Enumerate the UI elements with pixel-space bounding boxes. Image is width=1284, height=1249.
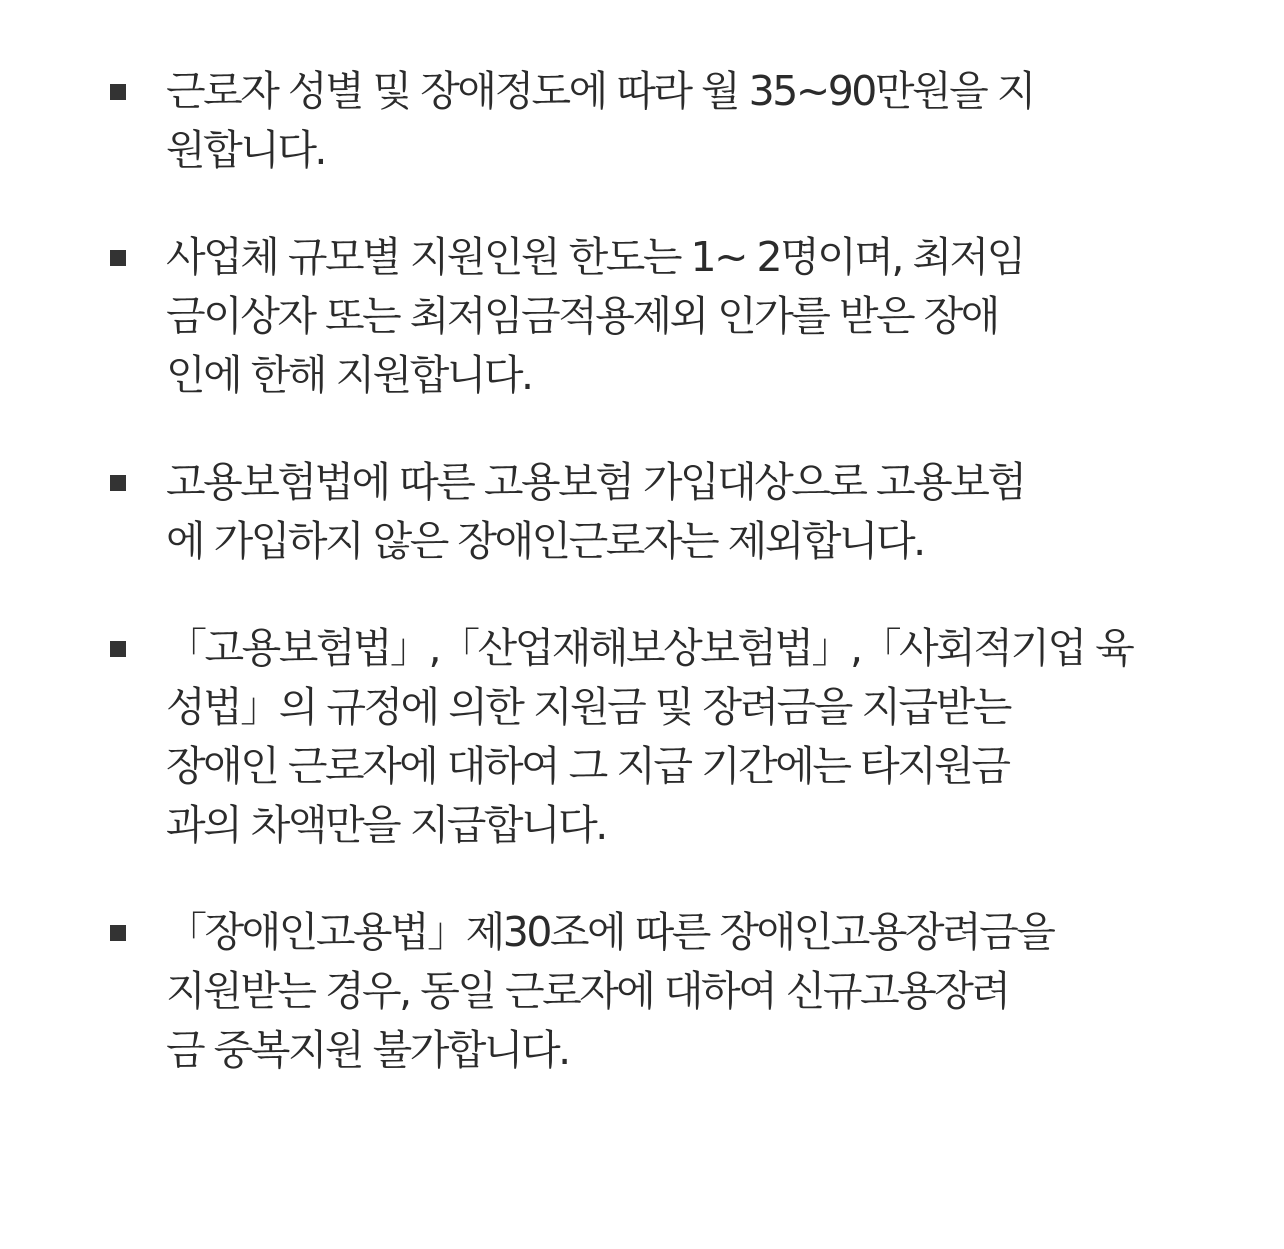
bullet-text-line: 근로자 성별 및 장애정도에 따라 월 35~90만원을 지 bbox=[166, 67, 1034, 115]
square-bullet-icon bbox=[110, 925, 126, 941]
bullet-text-line: 금 중복지원 불가합니다. bbox=[166, 1026, 569, 1074]
bullet-item-monthly-support bbox=[0, 62, 1126, 180]
bullet-item-difference-payment bbox=[0, 619, 1133, 855]
bullet-text-line: 「장애인고용법」제30조에 따른 장애인고용장려금을 bbox=[166, 908, 1054, 956]
bullet-text-line: 고용보험법에 따른 고용보험 가입대상으로 고용보험 bbox=[166, 458, 1025, 506]
bullet-text-line: 원합니다. bbox=[166, 126, 325, 174]
square-bullet-icon bbox=[110, 250, 126, 266]
bullet-text-line: 금이상자 또는 최저임금적용제외 인가를 받은 장애 bbox=[166, 292, 998, 340]
square-bullet-icon bbox=[110, 641, 126, 657]
bullet-text-line: 인에 한해 지원합니다. bbox=[166, 351, 532, 399]
notice-bullet-list bbox=[0, 62, 1284, 1080]
bullet-item-headcount-limit bbox=[0, 228, 1126, 405]
bullet-text-line: 과의 차액만을 지급합니다. bbox=[166, 801, 606, 849]
bullet-text-line: 장애인 근로자에 대하여 그 지급 기간에는 타지원금 bbox=[166, 742, 1009, 790]
square-bullet-icon bbox=[110, 84, 126, 100]
bullet-text-line: 성법」의 규정에 의한 지원금 및 장려금을 지급받는 bbox=[166, 683, 1010, 731]
bullet-item-insurance-exclusion bbox=[0, 453, 1126, 571]
square-bullet-icon bbox=[110, 475, 126, 491]
bullet-item-duplicate-support bbox=[0, 903, 1126, 1080]
bullet-text-line: 에 가입하지 않은 장애인근로자는 제외합니다. bbox=[166, 517, 924, 565]
bullet-text-line: 사업체 규모별 지원인원 한도는 1~ 2명이며, 최저임 bbox=[166, 233, 1024, 281]
bullet-text-line: 「고용보험법」,「산업재해보상보험법」,「사회적기업 육 bbox=[166, 624, 1133, 672]
bullet-text-line: 지원받는 경우, 동일 근로자에 대하여 신규고용장려 bbox=[166, 967, 1009, 1015]
